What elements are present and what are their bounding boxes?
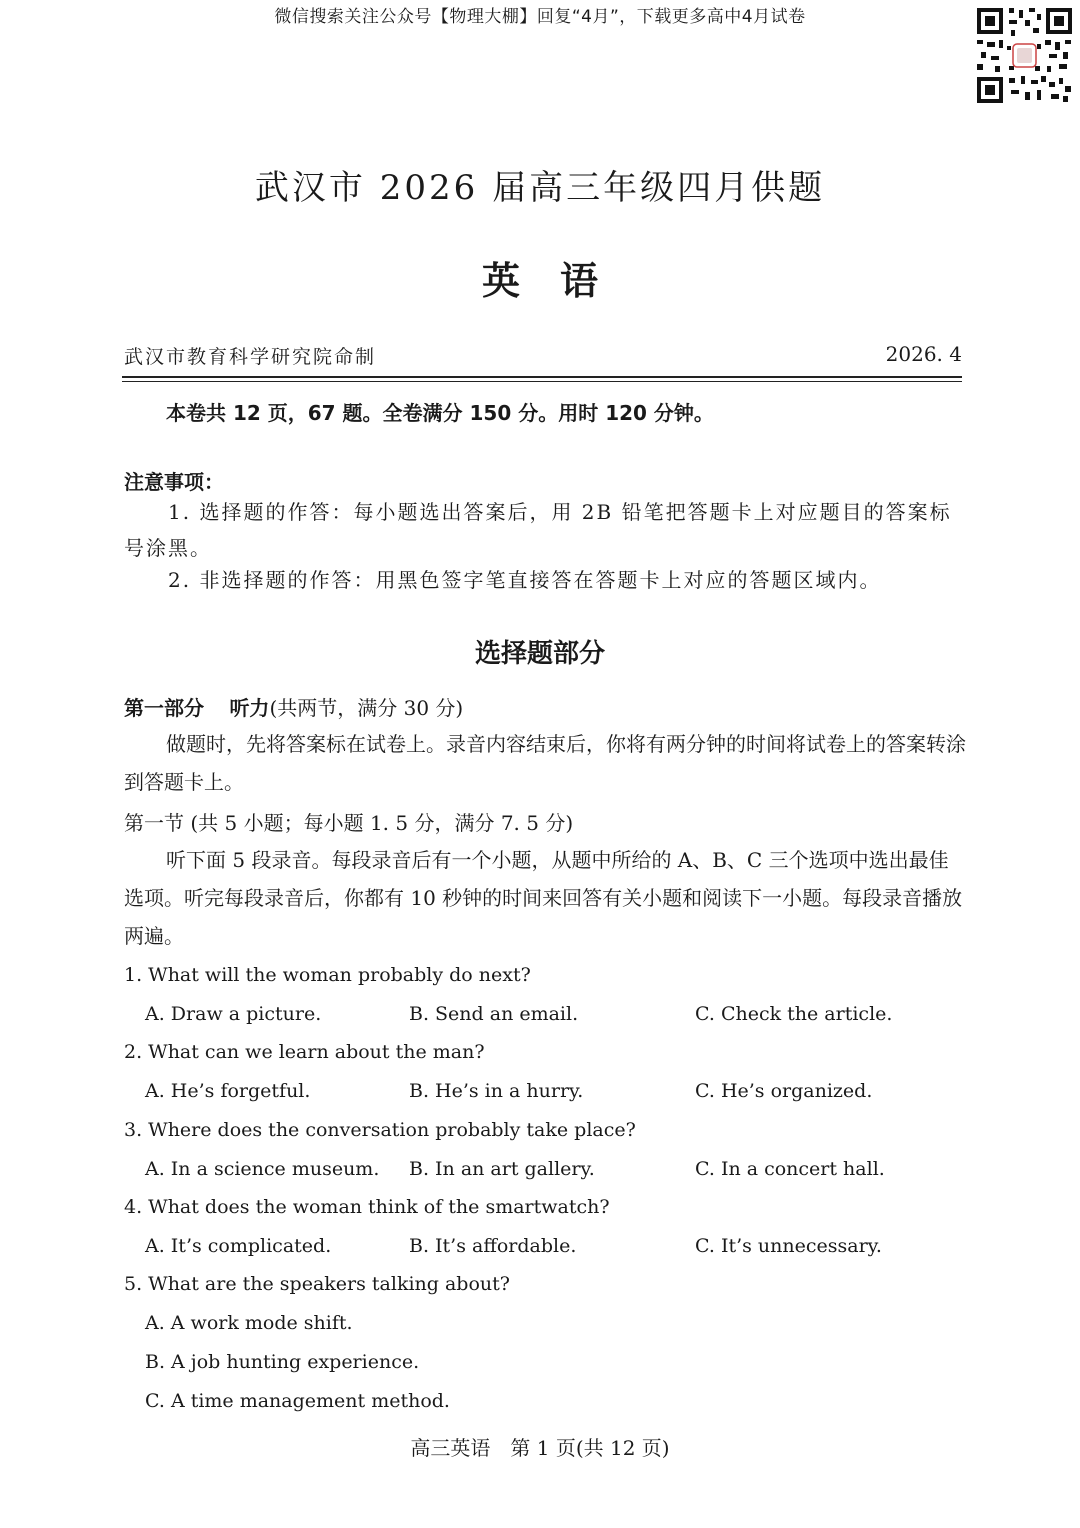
section-heading: 第一节 (共 5 小题；每小题 1. 5 分，满分 7. 5 分) (124, 811, 574, 835)
option-a: A. A work mode shift. (145, 1312, 353, 1334)
option-a: A. Draw a picture. (145, 1003, 322, 1025)
question-stem: 2. What can we learn about the man? (124, 1041, 485, 1063)
option-b: B. Send an email. (409, 1003, 579, 1025)
notice-item: 1. 选择题的作答：每小题选出答案后，用 2B 铅笔把答题卡上对应题目的答案标号涂黑。 (124, 500, 952, 560)
option-b: B. He’s in a hurry. (409, 1080, 584, 1102)
section-title: 选择题部分 (474, 639, 605, 669)
issuer: 武汉市教育科学研究院命制 (124, 346, 377, 368)
option-b: B. In an art gallery. (409, 1158, 595, 1180)
option-c: C. It’s unnecessary. (695, 1235, 882, 1257)
question-stem: 5. What are the speakers talking about? (124, 1273, 510, 1295)
page-footer: 高三英语 第 1 页(共 12 页) (410, 1436, 670, 1460)
divider-rule (122, 376, 962, 378)
option-a: A. In a science museum. (145, 1158, 380, 1180)
notice-title: 注意事项： (124, 470, 224, 494)
divider-rule (122, 381, 962, 382)
part-label: 第一部分 (124, 696, 204, 720)
part-detail: (共两节，满分 30 分) (269, 696, 464, 720)
exam-title: 武汉市 2026 届高三年级四月供题 (254, 168, 826, 208)
option-c: C. In a concert hall. (695, 1158, 885, 1180)
question-stem: 4. What does the woman think of the smartwatch? (124, 1196, 610, 1218)
promo-banner: 微信搜索关注公众号【物理大棚】回复“4月”，下载更多高中4月试卷 (274, 7, 806, 27)
qr-code (975, 6, 1074, 105)
section-instruction: 听下面 5 段录音。每段录音后有一个小题，从题中所给的 A、B、C 三个选项中选出最佳选项。听完每段录音后，你都有 10 秒钟的时间来回答有关小题和阅读下一小题。每段录音播放两遍。 (124, 848, 963, 948)
exam-date: 2026. 4 (885, 342, 962, 366)
option-b: B. It’s affordable. (409, 1235, 577, 1257)
option-c: C. Check the article. (695, 1003, 893, 1025)
part-heading (124, 692, 463, 721)
part-name: 听力 (229, 696, 270, 720)
option-c: C. A time management method. (145, 1390, 450, 1412)
option-b: B. A job hunting experience. (145, 1351, 420, 1373)
exam-subject: 英语 (481, 258, 638, 303)
option-a: A. It’s complicated. (145, 1235, 332, 1257)
option-a: A. He’s forgetful. (145, 1080, 311, 1102)
notice-item: 2. 非选择题的作答：用黑色签字笔直接答在答题卡上对应的答题区域内。 (168, 568, 882, 592)
question-stem: 1. What will the woman probably do next? (124, 964, 531, 986)
option-c: C. He’s organized. (695, 1080, 873, 1102)
question-stem: 3. Where does the conversation probably take place? (124, 1119, 636, 1141)
part-instruction: 做题时，先将答案标在试卷上。录音内容结束后，你将有两分钟的时间将试卷上的答案转涂到答题卡上。 (124, 732, 966, 794)
exam-summary: 本卷共 12 页，67 题。全卷满分 150 分。用时 120 分钟。 (166, 401, 714, 425)
